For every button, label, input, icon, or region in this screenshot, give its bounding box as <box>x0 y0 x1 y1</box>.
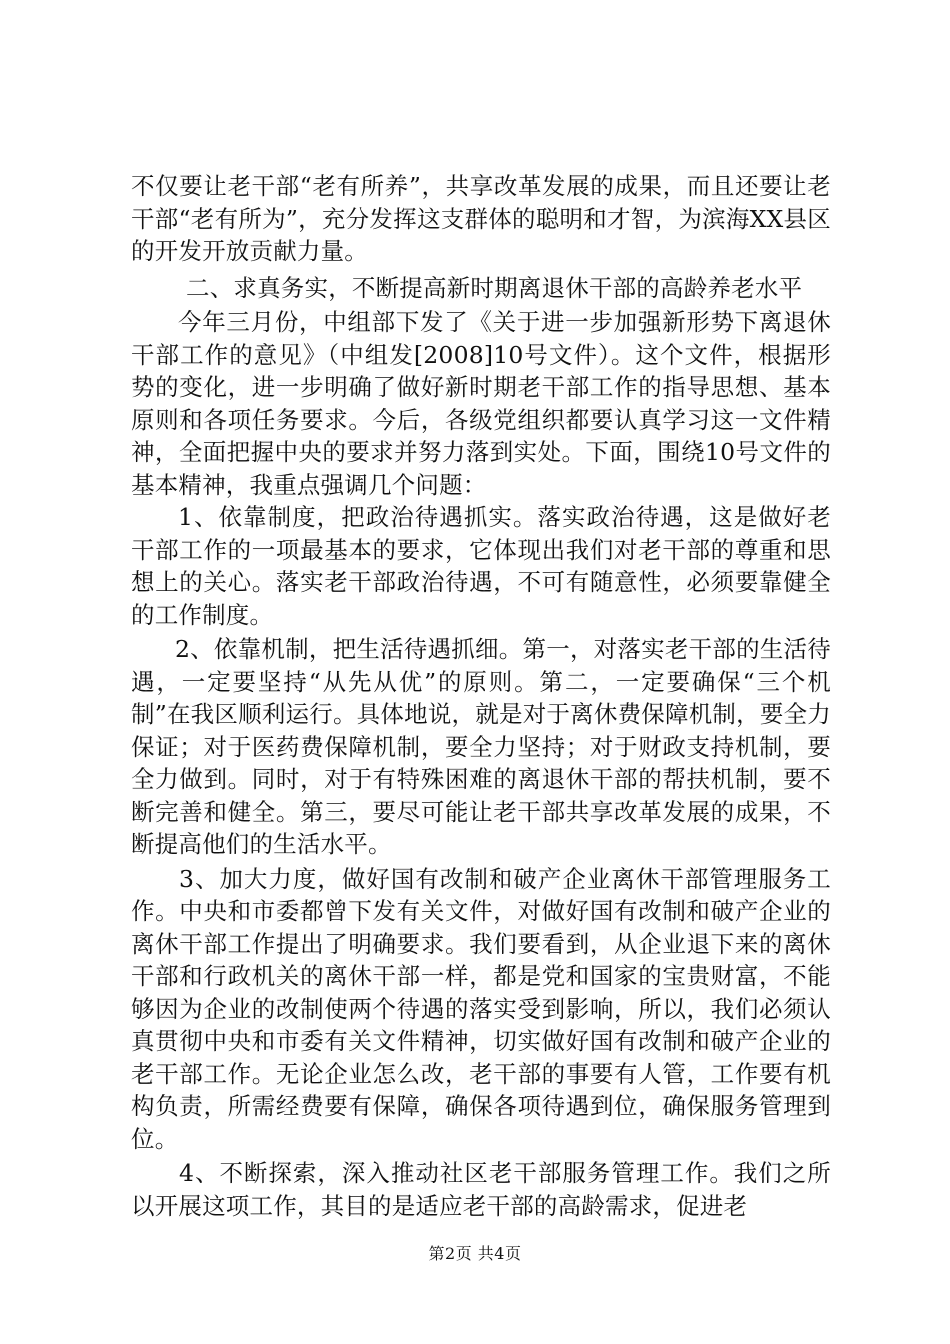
paragraph-item-3: 3、加大力度，做好国有改制和破产企业离休干部管理服务工作。中央和市委都曾下发有关文件，对做好国有改制和破产企业的离休干部工作提出了明确要求。我们要看到，从企业退下来的离休干部和行政机关的离休干部一样，都是党和国家的宝贵财富，不能够因为企业的改制使两个待遇的落实受到影响，所以，我们必须认真贯彻中央和市委有关文件精神，切实做好国有改制和破产企业的老干部工作。无论企业怎么改，老干部的事要有人管，工作要有机构负责，所需经费要有保障，确保各项待遇到位，确保服务管理到位。 <box>131 864 831 1153</box>
page-number-footer: 第2页 共4页 <box>428 1244 522 1263</box>
paragraph-intro: 今年三月份，中组部下发了《关于进一步加强新形势下离退休干部工作的意见》（中组发[2008]10号文件）。这个文件，根据形势的变化，进一步明确了做好新时期老干部工作的指导思想、基本原则和各项任务要求。今后，各级党组织都要认真学习这一文件精神，全面把握中央的要求并努力落到实处。下面，围绕10号文件的基本精神，我重点强调几个问题： <box>131 308 831 499</box>
paragraph-continuation: 不仅要让老干部“老有所养”，共享改革发展的成果，而且还要让老干部“老有所为”，充分发挥这支群体的聪明和才智，为滨海XX县区的开发开放贡献力量。 <box>131 172 831 265</box>
paragraph-item-1: 1、依靠制度，把政治待遇抓实。落实政治待遇，这是做好老干部工作的一项最基本的要求，它体现出我们对老干部的尊重和思想上的关心。落实老干部政治待遇，不可有随意性，必须要靠健全的工作制度。 <box>131 503 831 629</box>
paragraph-item-2: 2、依靠机制，把生活待遇抓细。第一，对落实老干部的生活待遇，一定要坚持“从先从优”的原则。第二，一定要确保“三个机制”在我区顺利运行。具体地说，就是对于离休费保障机制，要全力保证；对于医药费保障机制，要全力坚持；对于财政支持机制，要全力做到。同时，对于有特殊困难的离退休干部的帮扶机制，要不断完善和健全。第三，要尽可能让老干部共享改革发展的成果，不断提高他们的生活水平。 <box>131 635 831 858</box>
paragraph-item-4: 4、不断探索，深入推动社区老干部服务管理工作。我们之所以开展这项工作，其目的是适应老干部的高龄需求，促进老 <box>131 1159 831 1220</box>
section-heading: 二、求真务实，不断提高新时期离退休干部的高龄养老水平 <box>186 273 803 302</box>
document-body <box>131 170 831 1222</box>
